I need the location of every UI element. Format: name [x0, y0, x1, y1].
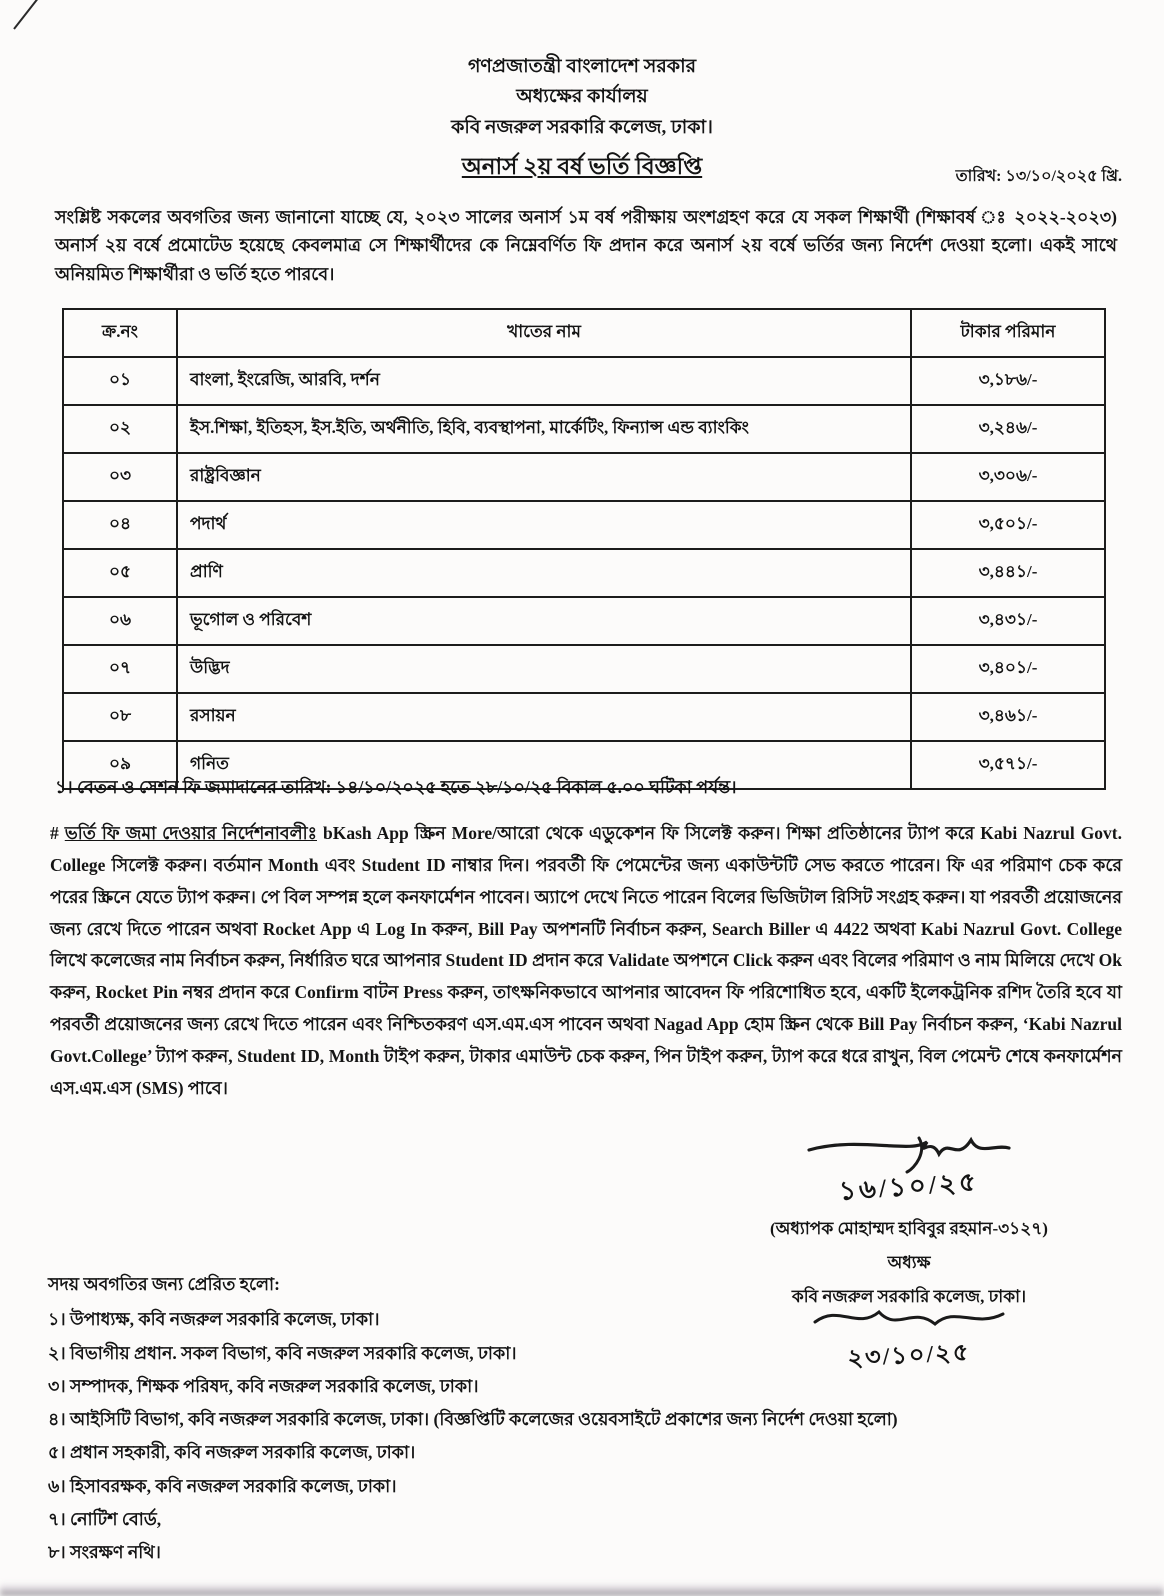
row-serial: ০৮	[63, 693, 177, 741]
row-amount: ৩,৩০৬/-	[911, 453, 1105, 501]
list-item: ১। উপাধ্যক্ষ, কবি নজরুল সরকারি কলেজ, ঢাকা।	[48, 1309, 380, 1330]
list-item: ৮। সংরক্ষণ নথি।	[48, 1542, 161, 1562]
scan-artifact-bottom	[0, 1582, 1164, 1596]
row-amount: ৩,৪৬১/-	[911, 693, 1105, 741]
principal-name: (অধ্যাপক মোহাম্মদ হাবিবুর রহমান-৩১২৭)	[770, 1219, 1048, 1238]
row-serial: ০৩	[63, 453, 177, 501]
col-header-name: খাতের নাম	[177, 309, 911, 357]
row-serial: ০৪	[63, 501, 177, 549]
list-item: ৩। সম্পাদক, শিক্ষক পরিষদ, কবি নজরুল সরকারি কলেজ, ঢাকা।	[48, 1375, 479, 1396]
fee-deposit-date-line: ১। বেতন ও সেশন ফি জমাদানের তারিখ: ১৪/১০/২০২৫ হতে ২৮/১০/২৫ বিকাল ৫.০০ ঘটিকা পর্যন্ত।	[55, 777, 737, 797]
row-amount: ৩,২৪৬/-	[911, 405, 1105, 453]
instr-hash: #	[50, 823, 65, 843]
distribution-items	[48, 1303, 988, 1569]
row-name: ইস.শিক্ষা, ইতিহস, ইস.ইতি, অর্থনীতি, হিবি, ব্যবস্থাপনা, মার্কেটিং, ফিন্যান্স এন্ড ব্যাংকিং	[177, 405, 911, 453]
list-item: ৫। প্রধান সহকারী, কবি নজরুল সরকারি কলেজ, ঢাকা।	[48, 1442, 416, 1463]
principal-title: অধ্যক্ষ	[887, 1253, 931, 1272]
college-name: কবি নজরুল সরকারি কলেজ, ঢাকা।	[451, 116, 713, 138]
row-serial: ০৯	[63, 741, 177, 789]
distribution-list	[48, 1268, 988, 1569]
table-row	[63, 405, 1105, 453]
office-name: অধ্যক্ষের কার্যালয়	[516, 86, 648, 108]
table-row	[63, 357, 1105, 405]
table-row	[63, 645, 1105, 693]
col-header-serial: ক্র.নং	[63, 309, 177, 357]
instr-nagad-steps: নির্বাচন করুন, ‘Kabi Nazrul Govt.College’ ট্যাপ করুন, Student ID, Month টাইপ করুন, টাকার এমাউন্ট চেক করুন, পিন টাইপ করুন, ট্যাপ করে ধরে রাখুন, বিল পেমেন্ট শেষে কনফার্মেশন এস.এম.এস (SMS) পাবে।	[50, 1014, 1122, 1098]
government-name: গণপ্রজাতন্ত্রী বাংলাদেশ সরকার	[467, 56, 697, 77]
instr-heading: ভর্তি ফি জমা দেওয়ার নির্দেশনাবলীঃ	[64, 823, 317, 843]
row-name: প্রাণি	[177, 549, 911, 597]
list-item: ৭। নোটিশ বোর্ড,	[48, 1508, 162, 1529]
instr-bkash-steps: স্ক্রিন More/আরো থেকে এডুকেশন ফি সিলেক্ট করুন। শিক্ষা প্রতিষ্ঠানের ট্যাপ করে Kabi Nazrul Govt. College সিলেক্ট করুন। বর্তমান Month এবং Student ID নাম্বার দিন। পরবর্তী ফি পেমেন্টের জন্য একাউন্টটি সেভ করতে পারেন। ফি এর পরিমাণ চেক করে পরের স্ক্রিনে যেতে ট্যাপ করুন। পে বিল সম্পন্ন হলে কনফার্মেশন পাবেন। অ্যাপে দেখে নিতে পারেন বিলের ভিজিটাল রিসিট সংগ্রহ করুন। যা পরবর্তী প্রয়োজনের জন্য রেখে দিতে পারেন অথবা	[50, 823, 1123, 939]
row-amount: ৩,১৮৬/-	[911, 357, 1105, 405]
bill-pay-label: Bill Pay	[477, 918, 538, 939]
list-item: ৪। আইসিটি বিভাগ, কবি নজরুল সরকারি কলেজ, ঢাকা। (বিজ্ঞপ্তিটি কলেজের ওয়েবসাইটে প্রকাশের জন্য নির্দেশ দেওয়া হলো)	[48, 1409, 898, 1429]
notice-date: তারিখ: ১৩/১০/২০২৫ খ্রি.	[955, 168, 1122, 185]
row-name: উদ্ভিদ	[177, 645, 911, 693]
table-row	[63, 693, 1105, 741]
nagad-app-label: Nagad App	[653, 1014, 739, 1035]
fee-table	[62, 308, 1106, 790]
col-header-amount: টাকার পরিমান	[911, 309, 1105, 357]
row-name: রাষ্ট্রবিজ্ঞান	[177, 453, 911, 501]
signature-handwritten-date: ১৬/১০/২৫	[838, 1167, 980, 1206]
distribution-heading: সদয় অবগতির জন্য প্রেরিত হলো:	[48, 1274, 280, 1294]
instr-rocket-login: এ Log In করুন,	[351, 918, 478, 939]
row-name: ভূগোল ও পরিবেশ	[177, 597, 911, 645]
instr-nagad-home: হোম স্ক্রিন থেকে	[738, 1014, 859, 1035]
row-serial: ০২	[63, 405, 177, 453]
row-serial: ০৬	[63, 597, 177, 645]
bill-pay-label-2: Bill Pay	[858, 1014, 918, 1035]
intro-paragraph: সংশ্লিষ্ট সকলের অবগতির জন্য জানানো যাচ্ছে যে, ২০২৩ সালের অনার্স ১ম বর্ষ পরীক্ষায় অংশগ্রহণ করে যে সকল শিক্ষার্থী (শিক্ষাবর্ষ ঃ ২০২২-২০২৩) অনার্স ২য় বর্ষে প্রমোটেড হয়েছে কেবলমাত্র সে শিক্ষার্থীদের কে নিম্নেবর্ণিত ফি প্রদান করে অনার্স ২য় বর্ষে ভর্তির জন্য নির্দেশ দেওয়া হলো। একই সাথে অনিয়মিত শিক্ষার্থীরা ও ভর্তি হতে পারবে।	[55, 207, 1117, 284]
table-row	[63, 597, 1105, 645]
list-item: ২। বিভাগীয় প্রধান. সকল বিভাগ, কবি নজরুল সরকারি কলেজ, ঢাকা।	[48, 1342, 517, 1363]
row-amount: ৩,৫০১/-	[911, 501, 1105, 549]
row-name: গনিত	[177, 741, 911, 789]
row-name: বাংলা, ইংরেজি, আরবি, দর্শন	[177, 357, 911, 405]
row-amount: ৩,৪৪১/-	[911, 549, 1105, 597]
notice-title: অনার্স ২য় বর্ষ ভর্তি বিজ্ঞপ্তি	[461, 154, 703, 180]
instr-rocket-steps: অপশনটি নির্বাচন করুন, Search Biller এ 4422 অথবা Kabi Nazrul Govt. College লিখে কলেজের নাম নির্বাচন করুন, নির্ধারিত ঘরে আপনার Student ID প্রদান করে Validate অপশনে Click করুন এবং বিলের পরিমাণ ও নাম মিলিয়ে দেখে Ok করুন, Rocket Pin নম্বর প্রদান করে Confirm বাটন Press করুন, তাৎক্ষনিকভাবে আপনার আবেদন ফি পরিশোধিত হবে, একটি ইলেকট্রনিক রশিদ তৈরি হবে যা পরবর্তী প্রয়োজনের জন্য রেখে দিতে পারেন এবং নিশ্চিতকরণ এস.এম.এস পাবেন অথবা	[50, 918, 1123, 1035]
secondary-handwritten-date: ২৩/১০/২৫	[846, 1339, 971, 1373]
row-serial: ০১	[63, 357, 177, 405]
row-amount: ৩,৪০১/-	[911, 645, 1105, 693]
rocket-app-label: Rocket App	[262, 918, 352, 939]
row-name: পদার্থ	[177, 501, 911, 549]
row-serial: ০৫	[63, 549, 177, 597]
bkash-app-label: bKash App	[322, 823, 409, 843]
scan-corner-line	[13, 0, 69, 30]
row-amount: ৩,৪৩১/-	[911, 597, 1105, 645]
payment-instructions	[50, 818, 1122, 1105]
fee-table-header-row	[63, 309, 1105, 357]
table-row	[63, 453, 1105, 501]
row-serial: ০৭	[63, 645, 177, 693]
row-amount: ৩,৫৭১/-	[911, 741, 1105, 789]
table-row	[63, 501, 1105, 549]
table-row	[63, 549, 1105, 597]
row-name: রসায়ন	[177, 693, 911, 741]
principal-college: কবি নজরুল সরকারি কলেজ, ঢাকা।	[791, 1287, 1027, 1306]
list-item: ৬। হিসাবরক্ষক, কবি নজরুল সরকারি কলেজ, ঢাকা।	[48, 1475, 397, 1496]
